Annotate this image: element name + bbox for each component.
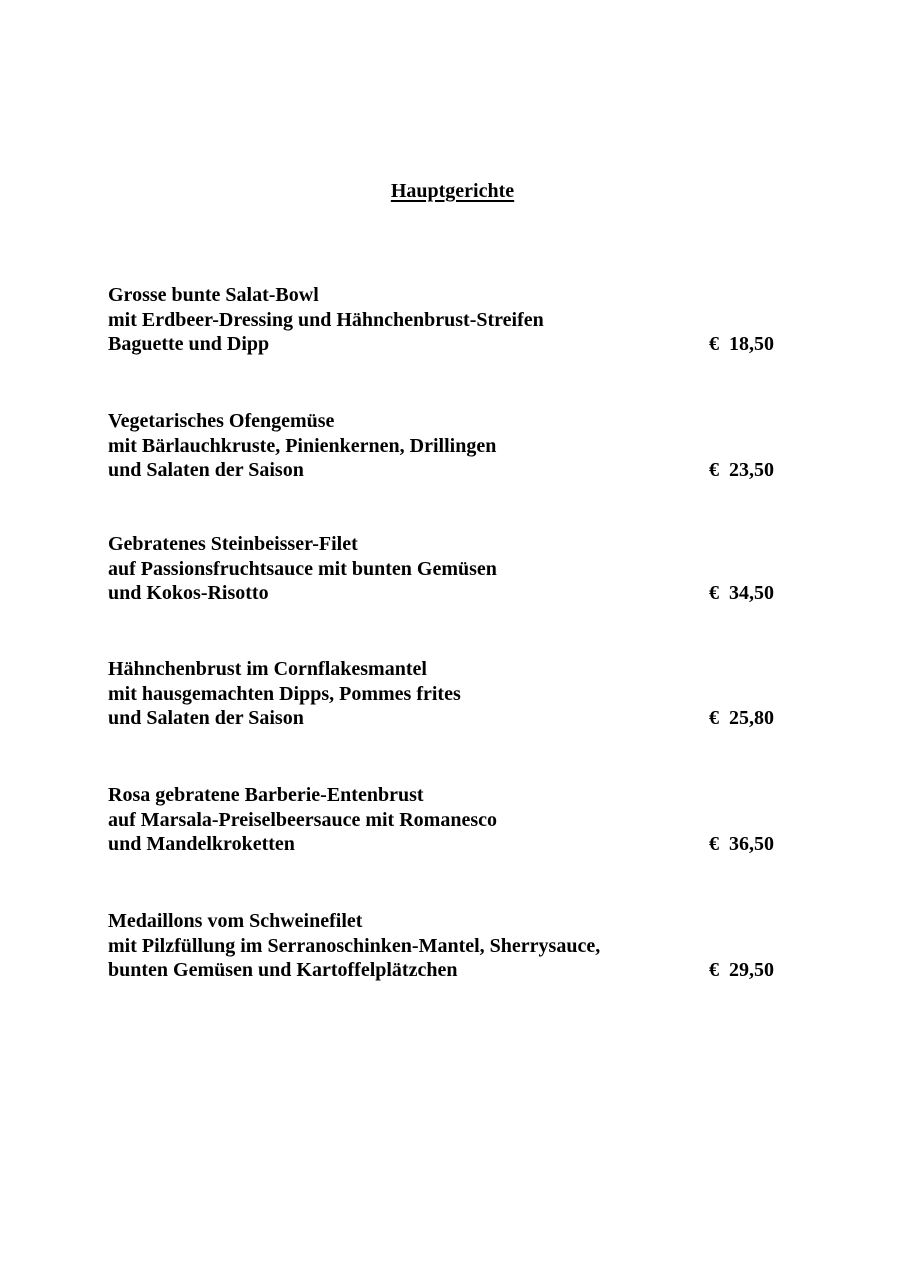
dish-description: und Salaten der Saison <box>108 707 304 729</box>
dish-item <box>108 783 798 857</box>
dish-name: Rosa gebratene Barberie-Entenbrust <box>108 784 424 806</box>
dish-price: € 23,50 <box>709 459 774 481</box>
dish-item <box>108 657 798 731</box>
dish-price: € 25,80 <box>709 707 774 729</box>
dish-description: mit Erdbeer-Dressing und Hähnchenbrust-Streifen <box>108 308 544 331</box>
dish-name: Medaillons vom Schweinefilet <box>108 910 363 932</box>
dish-description: auf Marsala-Preiselbeersauce mit Romanesco <box>108 808 497 831</box>
dish-name: Vegetarisches Ofengemüse <box>108 410 335 432</box>
page-title: Hauptgerichte <box>390 180 515 202</box>
dish-description: auf Passionsfruchtsauce mit bunten Gemüsen <box>108 557 497 580</box>
dish-item <box>108 909 798 983</box>
dish-description: und Kokos-Risotto <box>108 582 269 604</box>
dish-description: mit Bärlauchkruste, Pinienkernen, Drillingen <box>108 434 497 457</box>
dish-price: € 18,50 <box>709 333 774 355</box>
dish-description: bunten Gemüsen und Kartoffelplätzchen <box>108 959 458 981</box>
dish-description: mit Pilzfüllung im Serranoschinken-Mantel, Sherrysauce, <box>108 934 601 957</box>
dish-item <box>108 532 798 606</box>
dish-description: und Mandelkroketten <box>108 833 295 855</box>
dish-name: Gebratenes Steinbeisser-Filet <box>108 533 358 555</box>
dish-description: Baguette und Dipp <box>108 333 270 355</box>
dish-price: € 36,50 <box>709 833 774 855</box>
dish-description: mit hausgemachten Dipps, Pommes frites <box>108 682 461 705</box>
dish-price: € 34,50 <box>709 582 774 604</box>
dish-price: € 29,50 <box>709 959 774 981</box>
dish-description: und Salaten der Saison <box>108 459 304 481</box>
dish-item <box>108 283 798 357</box>
dish-name: Hähnchenbrust im Cornflakesmantel <box>108 658 427 680</box>
dish-item <box>108 409 798 483</box>
dish-name: Grosse bunte Salat-Bowl <box>108 284 319 306</box>
